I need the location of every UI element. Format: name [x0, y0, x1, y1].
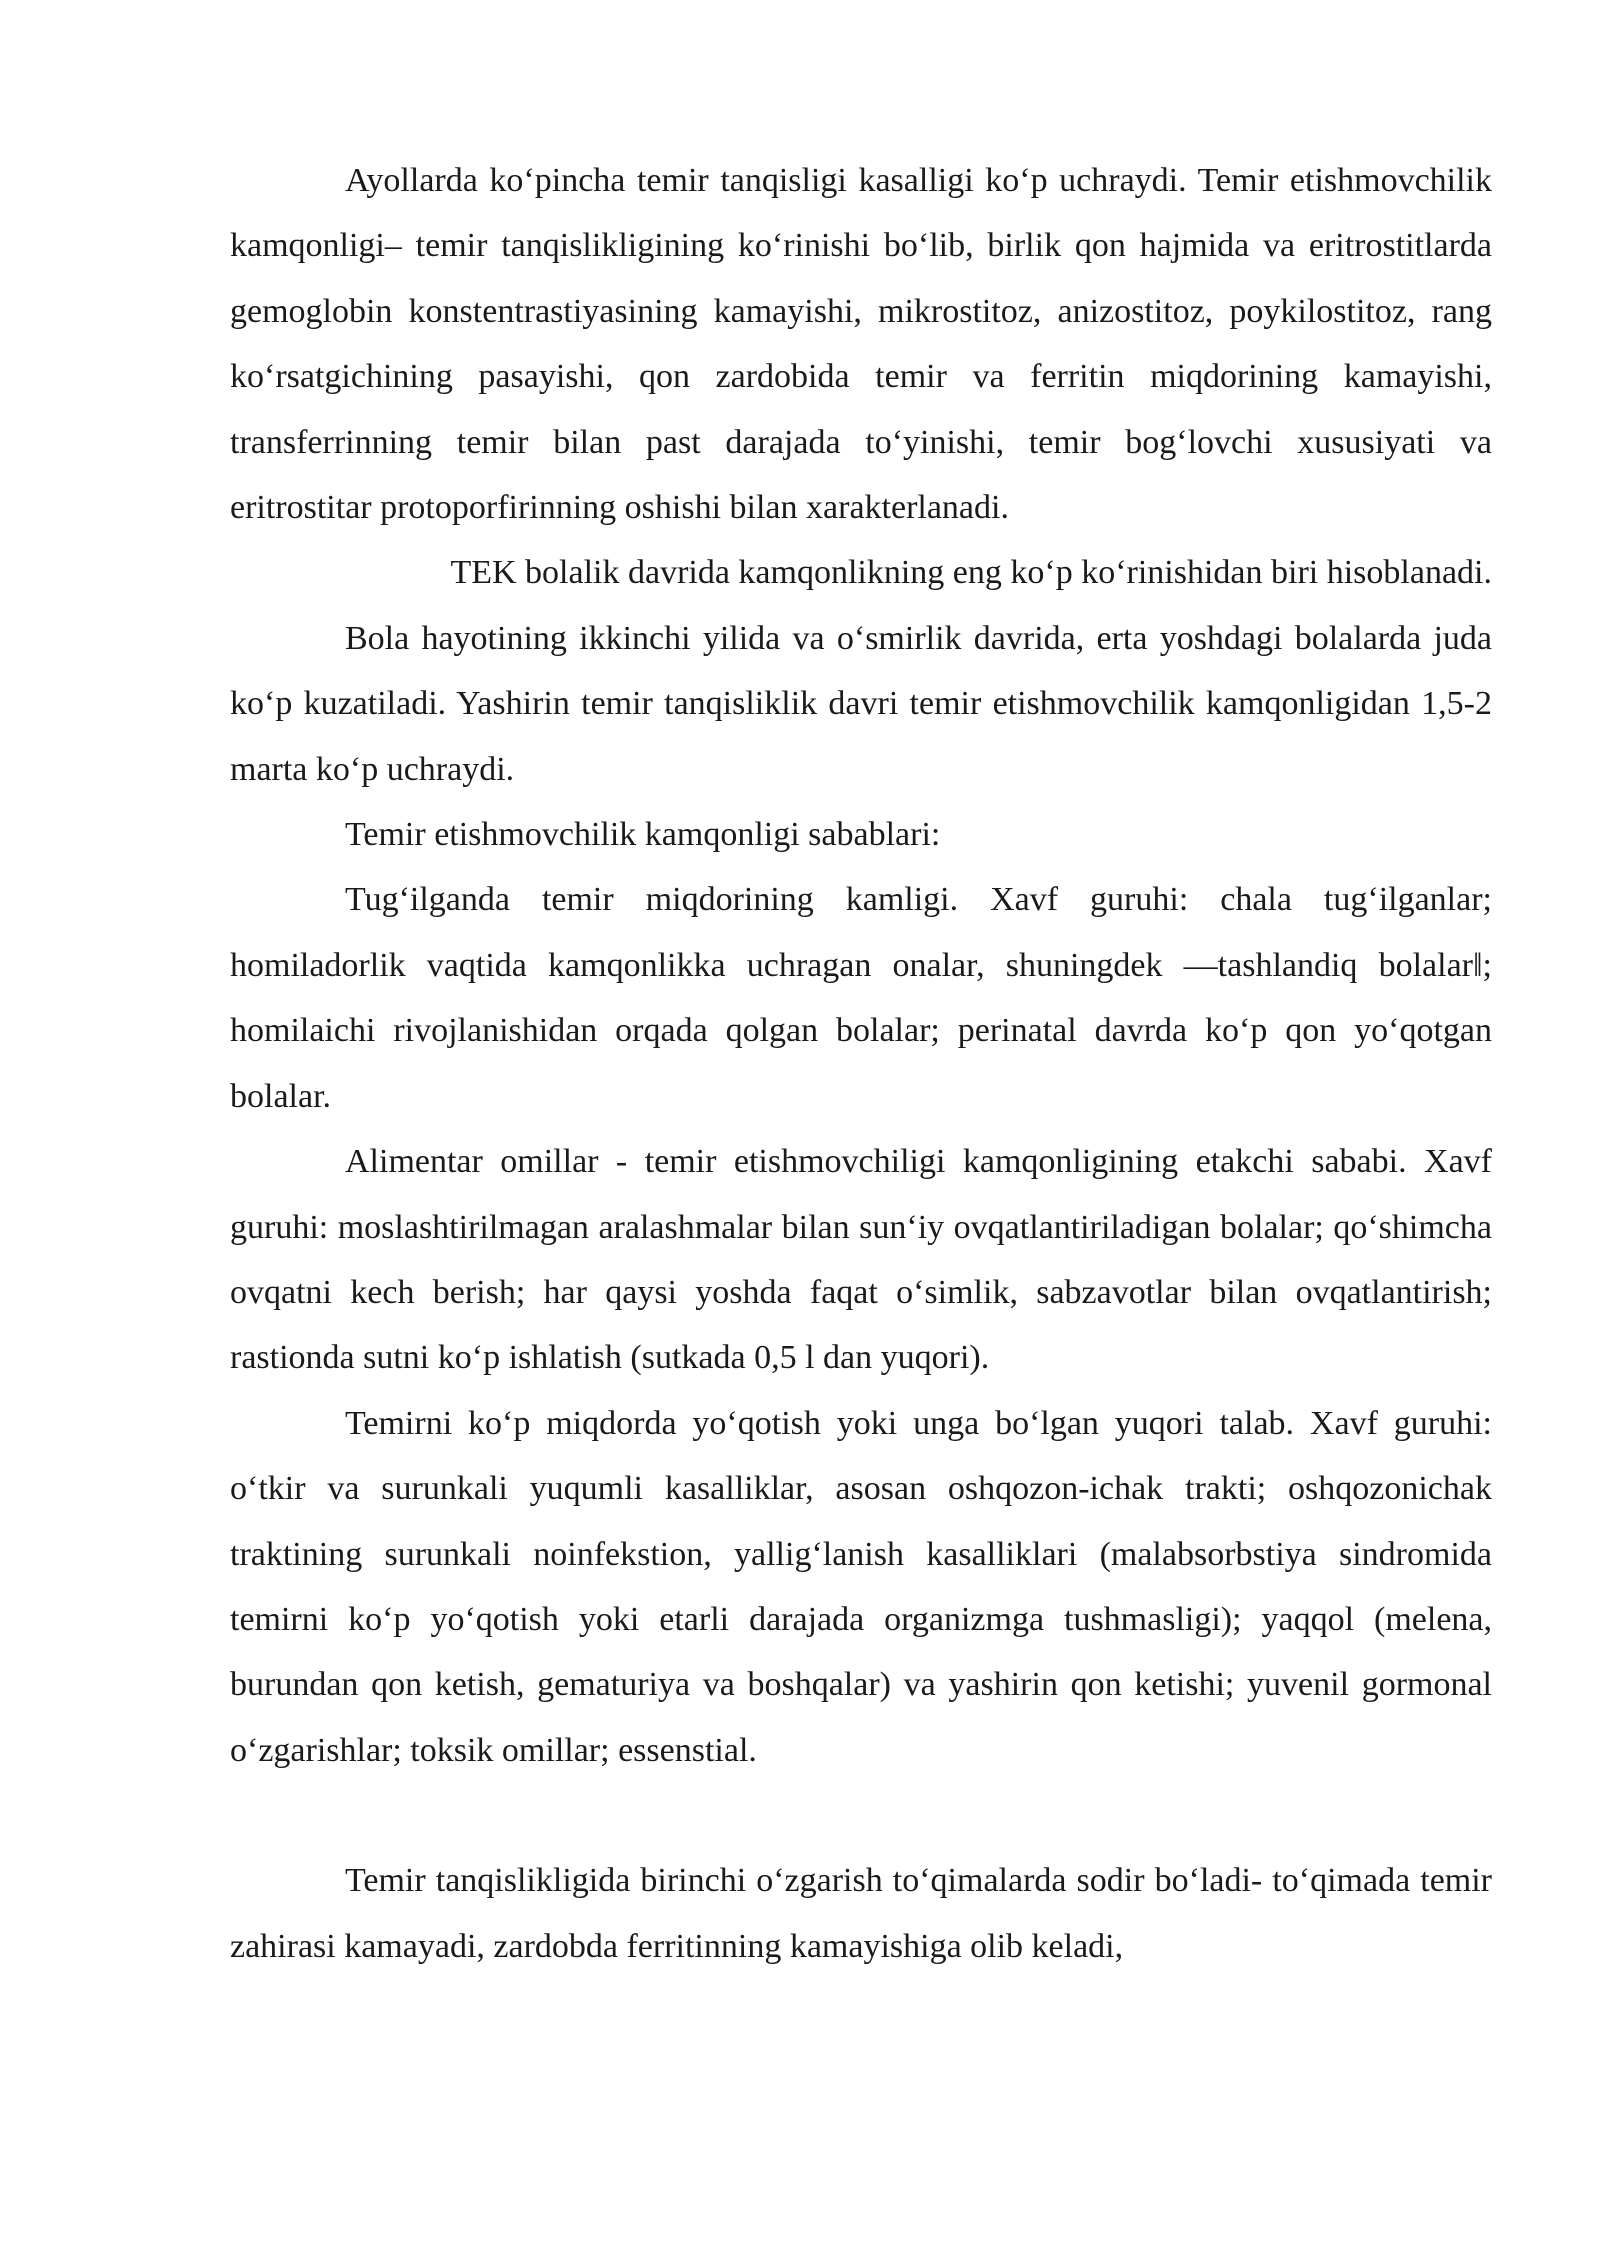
- paragraph-iron-loss: Temirni ko‘p miqdorda yo‘qotish yoki unga bo‘lgan yuqori talab. Xavf guruhi: o‘tkir va surunkali yuqumli kasalliklar, asosan oshqozon-ichak trakti; oshqozonichak traktining surunkali noinfekstion, yallig‘lanish kasalliklari (malabsorbstiya sindromida temirni ko‘p yo‘qotish yoki etarli darajada organizmga tushmasligi); yaqqol (melena, burundan qon ketish, gematuriya va boshqalar) va yashirin qon ketishi; yuvenil gormonal o‘zgarishlar; toksik omillar; essenstial.: [230, 1404, 1492, 1769]
- paragraph-second-year-adolescence: Bola hayotining ikkinchi yilida va o‘smirlik davrida, erta yoshdagi bolalarda juda ko‘p kuzatiladi. Yashirin temir tanqisliklik davri temir etishmovchilik kamqonligidan 1,5-2 marta ko‘p uchraydi.: [230, 619, 1492, 788]
- paragraph-tek-childhood: TEK bolalik davrida kamqonlikning eng ko‘p ko‘rinishidan biri hisoblanadi.: [450, 554, 1492, 592]
- paragraph-alimentary-factors: Alimentar omillar - temir etishmovchiligi kamqonligining etakchi sababi. Xavf guruhi: moslashtirilmagan aralashmalar bilan sun‘iy ovqatlantiriladigan bolalar; qo‘shimcha ovqatni kech berish; har qaysi yoshda faqat o‘simlik, sabzavotlar bilan ovqatlantirish; rastionda sutni ko‘p ishlatish (sutkada 0,5 l dan yuqori).: [230, 1143, 1492, 1377]
- document-body: [230, 148, 1492, 1979]
- paragraph-low-iron-at-birth: Tug‘ilganda temir miqdorining kamligi. Xavf guruhi: chala tug‘ilganlar; homiladorlik vaqtida kamqonlikka uchragan onalar, shuningdek ―tashlandiq bolalar‖; homilaichi rivojlanishidan orqada qolgan bolalar; perinatal davrda ko‘p qon yo‘qotgan bolalar.: [230, 881, 1492, 1115]
- paragraph-causes-heading: Temir etishmovchilik kamqonligi sabablari:: [345, 816, 941, 854]
- paragraph-tissue-changes: Temir tanqislikligida birinchi o‘zgarish to‘qimalarda sodir bo‘ladi- to‘qimada temir zahirasi kamayadi, zardobda ferritinning kamayishiga olib keladi,: [230, 1862, 1492, 1965]
- paragraph-iron-deficiency-women: Ayollarda ko‘pincha temir tanqisligi kasalligi ko‘p uchraydi. Temir etishmovchilik kamqonligi– temir tanqislikligining ko‘rinishi bo‘lib, birlik qon hajmida va eritrostitlarda gemoglobin konstentrastiyasining kamayishi, mikrostitoz, anizostitoz, poykilostitoz, rang ko‘rsatgichining pasayishi, qon zardobida temir va ferritin miqdorining kamayishi, transferrinning temir bilan past darajada to‘yinishi, temir bog‘lovchi xususiyati va eritrostitar protoporfirinning oshishi bilan xarakterlanadi.: [230, 162, 1492, 527]
- paragraph-spacer: [230, 1783, 1492, 1848]
